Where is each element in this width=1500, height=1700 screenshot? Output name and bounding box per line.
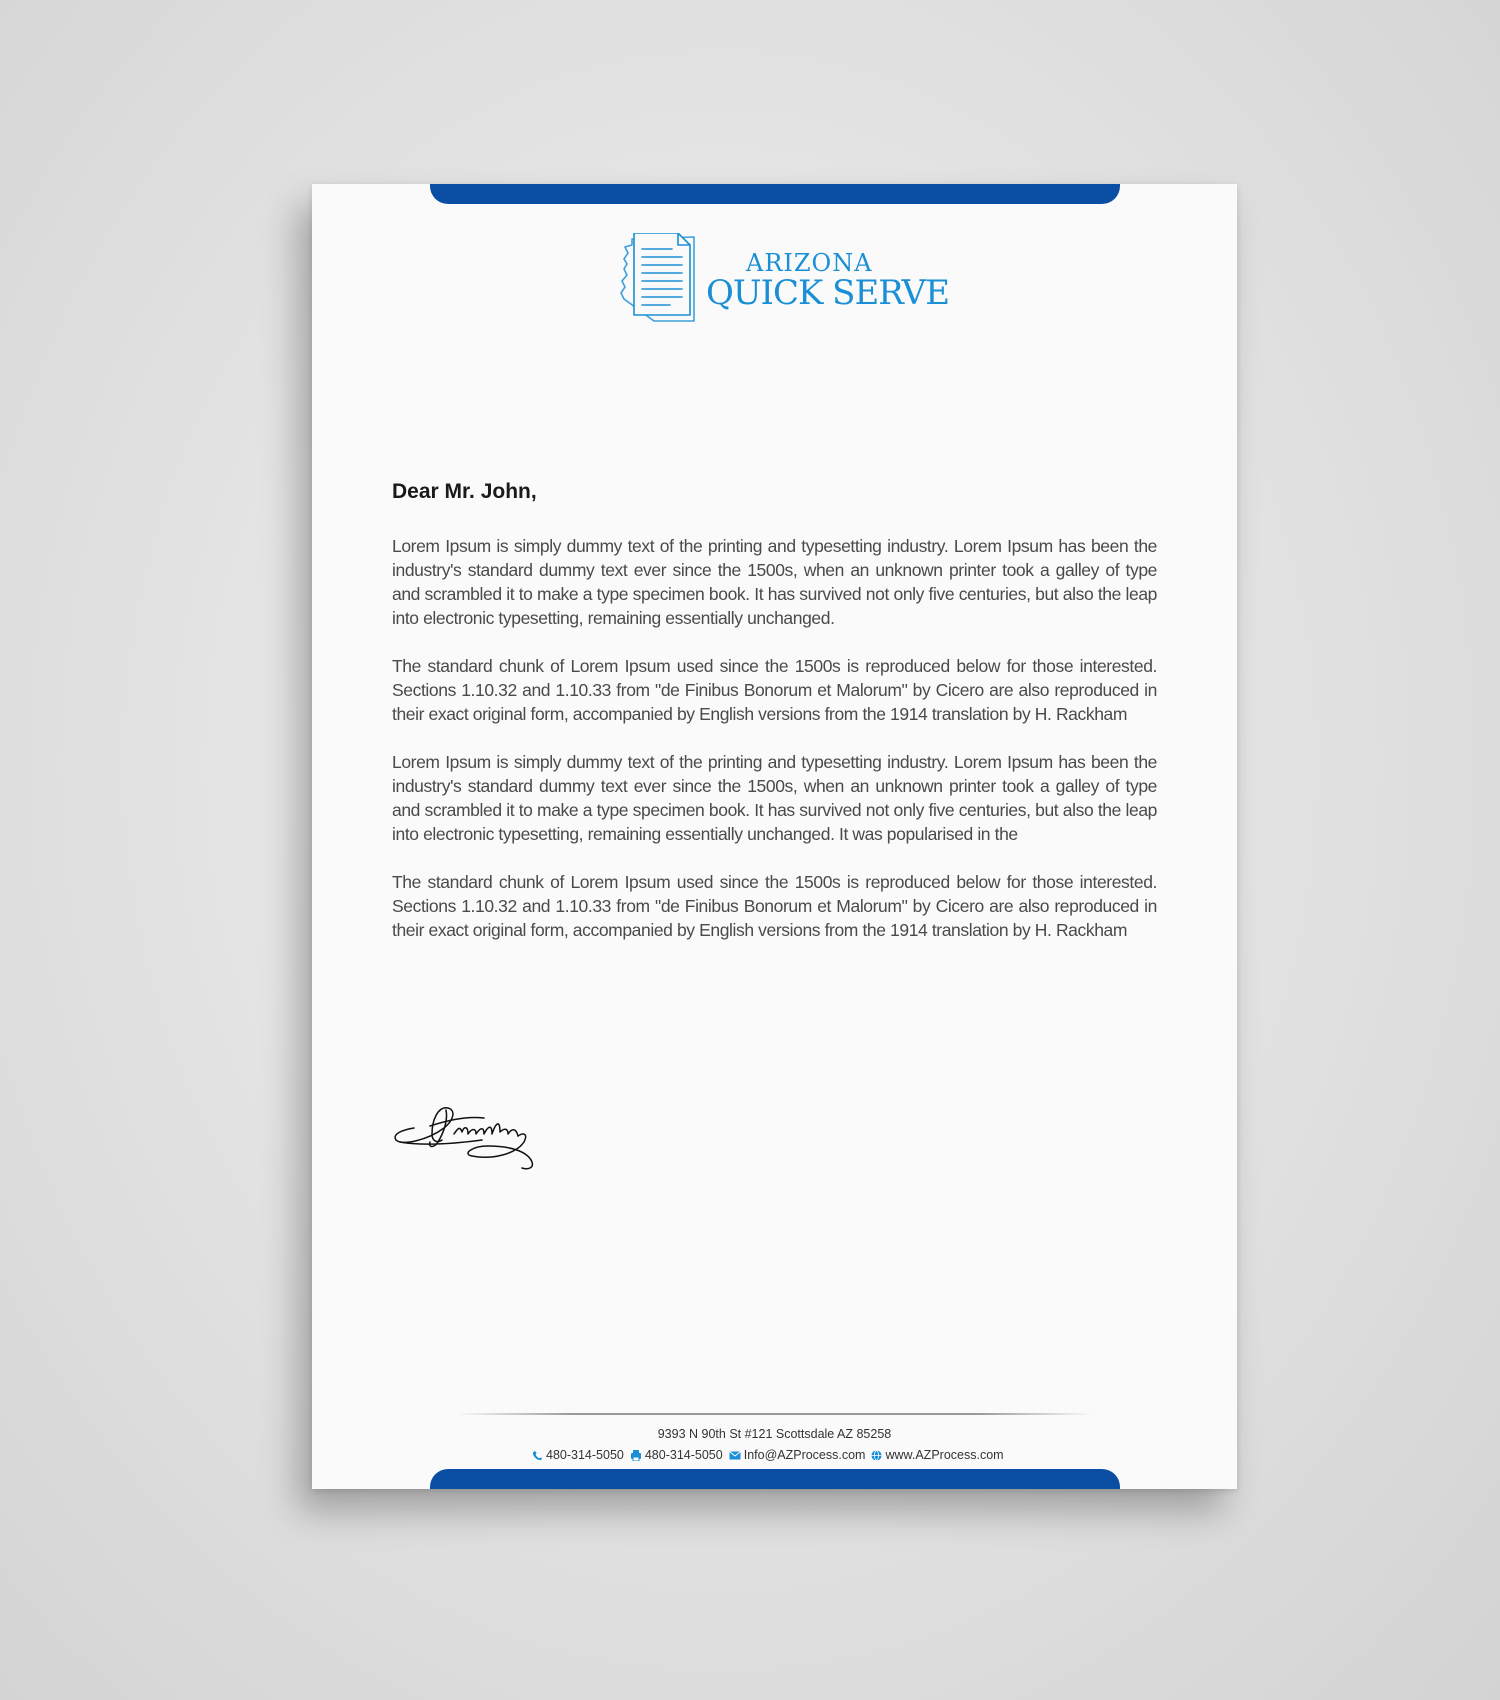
letter-paragraph: Lorem Ipsum is simply dummy text of the printing and typesetting industry. Lorem Ipsum has been the industry's standard dummy text ever since the 1500s, when an unknown printer took a galley of type and scrambled it to make a type specimen book. It has survived not only five centuries, but also the leap into electronic typesetting, remaining essentially unchanged. [392,536,1157,628]
contact-website[interactable] [871,1448,1003,1462]
bottom-accent-bar [430,1469,1120,1489]
contact-phone-value: 480-314-5050 [546,1448,624,1462]
letterhead-sheet [312,184,1237,1489]
logo-line-arizona: ARIZONA [746,249,873,277]
email-icon [729,1451,741,1460]
top-accent-bar [430,184,1120,204]
fax-icon [630,1450,642,1461]
globe-icon [871,1450,882,1461]
letter-paragraph: The standard chunk of Lorem Ipsum used since the 1500s is reproduced below for those interested. Sections 1.10.32 and 1.10.33 from "de Finibus Bonorum et Malorum" by Cicero are also reproduced in their exact original form, accompanied by English versions from the 1914 translation by H. Rackham [392,656,1157,724]
company-logo [618,233,950,325]
contact-fax[interactable] [630,1448,723,1462]
contact-website-value: www.AZProcess.com [885,1448,1004,1462]
letter-paragraph: The standard chunk of Lorem Ipsum used since the 1500s is reproduced below for those interested. Sections 1.10.32 and 1.10.33 from "de Finibus Bonorum et Malorum" by Cicero are also reproduced in their exact original form, accompanied by English versions from the 1914 translation by H. Rackham [392,872,1157,940]
contact-email-value: Info@AZProcess.com [743,1448,866,1462]
contact-fax-value: 480-314-5050 [644,1448,723,1462]
contact-phone[interactable] [532,1448,624,1462]
letter-greeting: Dear Mr. John, [392,480,537,503]
footer-address: 9393 N 90th St #121 Scottsdale AZ 85258 [657,1427,892,1441]
phone-icon [532,1450,543,1461]
contact-email[interactable] [729,1448,866,1462]
letter-body [392,534,1157,966]
footer-contacts [532,1447,1004,1463]
footer-divider [457,1413,1093,1415]
logo-line-quick-serve: QUICK SERVE [706,273,950,313]
handwritten-signature [392,1090,542,1170]
letter-paragraph: Lorem Ipsum is simply dummy text of the printing and typesetting industry. Lorem Ipsum has been the industry's standard dummy text ever since the 1500s, when an unknown printer took a galley of type and scrambled it to make a type specimen book. It has survived not only five centuries, but also the leap into electronic typesetting, remaining essentially unchanged. It was popularised in the [392,752,1157,844]
